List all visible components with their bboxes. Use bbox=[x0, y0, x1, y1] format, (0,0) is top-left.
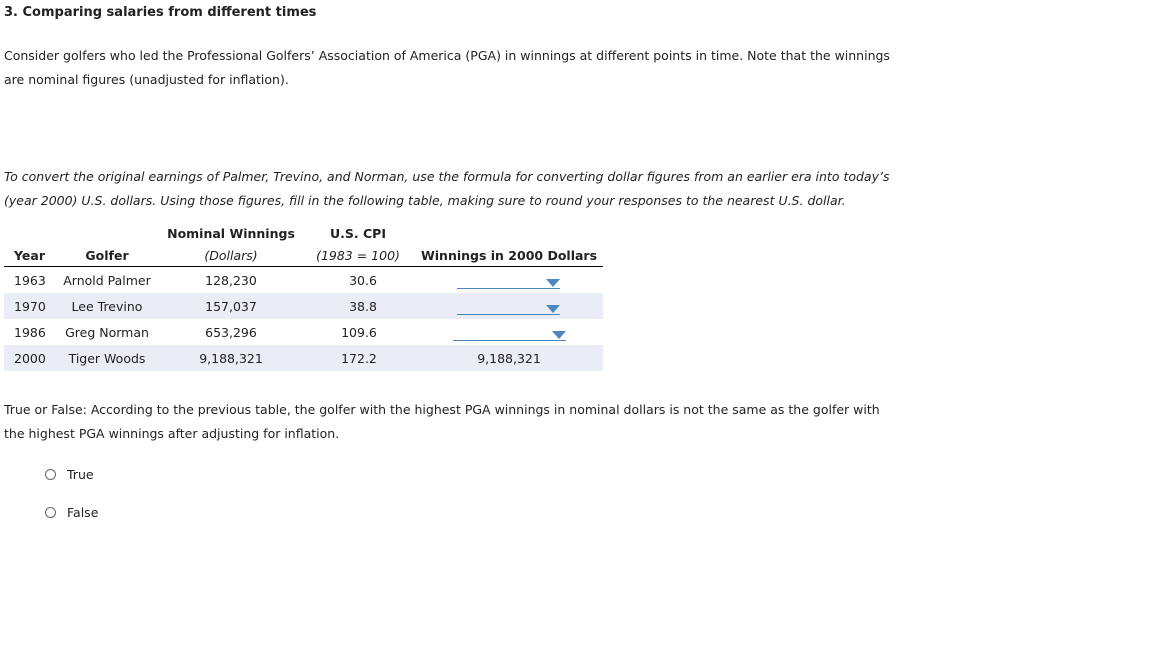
table-row bbox=[4, 319, 603, 345]
cell-cpi: 38.8 bbox=[349, 299, 377, 314]
option-true[interactable] bbox=[45, 467, 94, 482]
header-year: Year bbox=[14, 248, 45, 263]
dropdown-arrow-icon bbox=[546, 305, 560, 313]
question-title: 3. Comparing salaries from different times bbox=[4, 5, 317, 20]
header-golfer: Golfer bbox=[85, 248, 129, 263]
dropdown-arrow-icon bbox=[546, 279, 560, 287]
cell-adjusted: 9,188,321 bbox=[477, 351, 541, 366]
radio-button-true[interactable] bbox=[45, 469, 56, 480]
cell-golfer: Tiger Woods bbox=[68, 351, 146, 366]
cell-nominal: 653,296 bbox=[205, 325, 257, 340]
header-adjusted: Winnings in 2000 Dollars bbox=[420, 248, 598, 263]
option-false-label: False bbox=[67, 505, 99, 520]
cell-nominal: 9,188,321 bbox=[199, 351, 263, 366]
table-row bbox=[4, 267, 603, 293]
salary-table bbox=[4, 223, 603, 371]
adjusted-dropdown-norman[interactable] bbox=[453, 322, 566, 341]
adjusted-dropdown-palmer[interactable] bbox=[457, 270, 560, 289]
cell-cpi: 30.6 bbox=[349, 273, 377, 288]
cell-year: 1970 bbox=[14, 299, 46, 314]
dropdown-arrow-icon bbox=[552, 331, 566, 339]
header-cpi: U.S. CPI bbox=[330, 226, 386, 241]
option-false[interactable] bbox=[45, 505, 98, 520]
radio-button-false[interactable] bbox=[45, 507, 56, 518]
cell-nominal: 157,037 bbox=[205, 299, 257, 314]
cell-golfer: Greg Norman bbox=[65, 325, 149, 340]
instruction-text: To convert the original earnings of Palmer, Trevino, and Norman, use the formula for converting dollar figures from an earlier era into today’s (year 2000) U.S. dollars. Using those figures, fill in the following table, making sure to round your responses to the nearest U.S. dollar. bbox=[4, 169, 890, 208]
cell-cpi: 109.6 bbox=[341, 325, 377, 340]
table-row bbox=[4, 345, 603, 371]
cell-year: 1963 bbox=[14, 273, 46, 288]
intro-text: Consider golfers who led the Professional Golfers’ Association of America (PGA) in winnings at different points in time. Note that the winnings are nominal figures (unadjusted for inflation). bbox=[4, 48, 890, 87]
cell-golfer: Lee Trevino bbox=[71, 299, 143, 314]
cell-year: 2000 bbox=[14, 351, 46, 366]
cell-golfer: Arnold Palmer bbox=[63, 273, 151, 288]
adjusted-dropdown-trevino[interactable] bbox=[457, 296, 560, 315]
cell-nominal: 128,230 bbox=[205, 273, 257, 288]
header-nominal: Nominal Winnings bbox=[167, 226, 295, 241]
true-false-question: True or False: According to the previous table, the golfer with the highest PGA winnings in nominal dollars is not the same as the golfer with the highest PGA winnings after adjusting for inflation. bbox=[4, 402, 880, 441]
header-cpi-sub: (1983 = 100) bbox=[316, 248, 400, 263]
table-header bbox=[4, 223, 603, 267]
cell-cpi: 172.2 bbox=[341, 351, 377, 366]
cell-year: 1986 bbox=[14, 325, 46, 340]
header-nominal-sub: (Dollars) bbox=[204, 248, 258, 263]
option-true-label: True bbox=[67, 467, 94, 482]
table-row bbox=[4, 293, 603, 319]
